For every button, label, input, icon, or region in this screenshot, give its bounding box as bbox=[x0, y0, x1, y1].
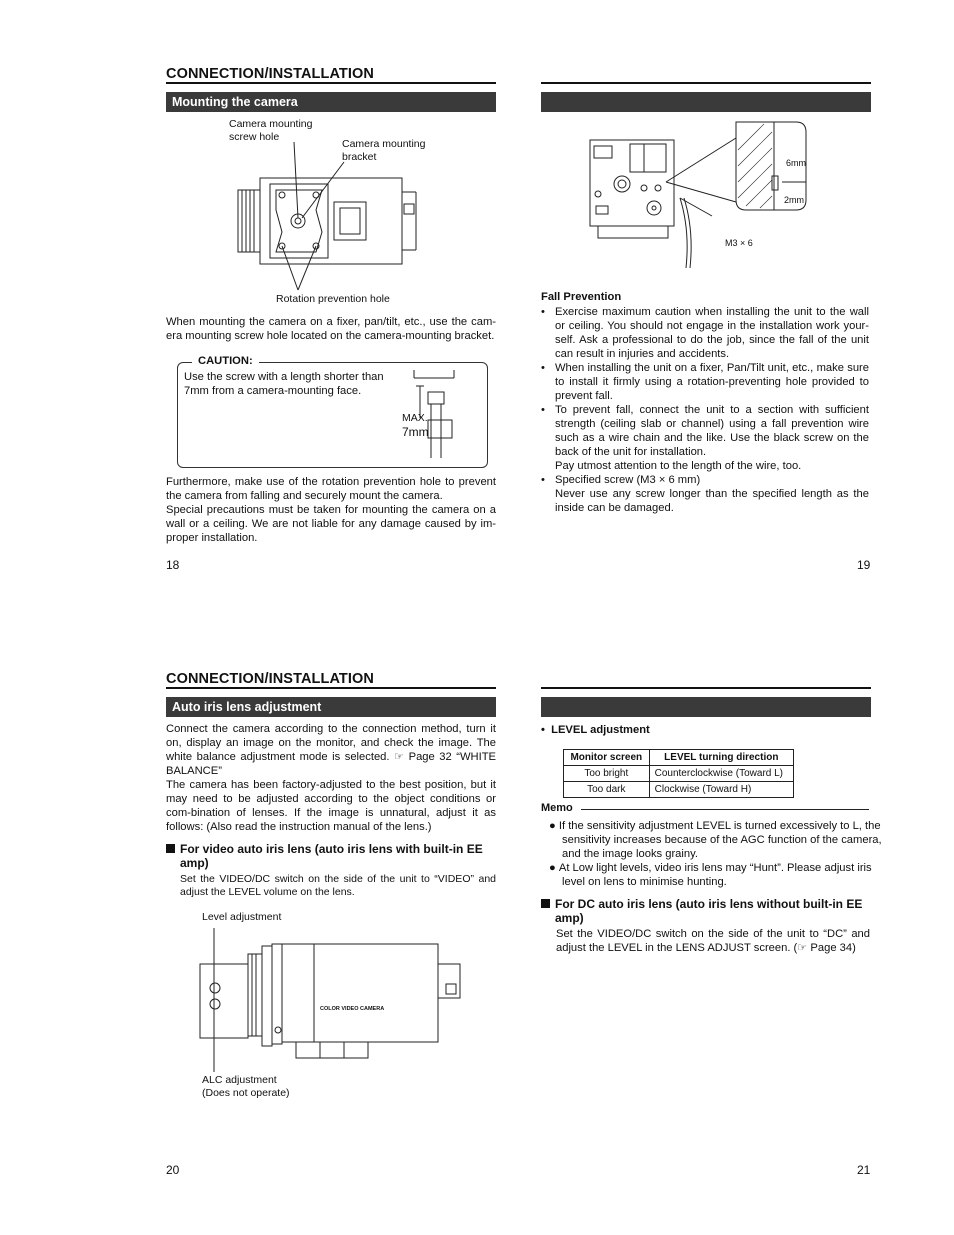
table-cell: Counterclockwise (Toward L) bbox=[649, 766, 793, 782]
table-header: LEVEL turning direction bbox=[649, 750, 793, 766]
header-rule bbox=[541, 687, 871, 689]
level-heading: • LEVEL adjustment bbox=[541, 724, 650, 736]
memo-rule bbox=[581, 809, 869, 810]
fall-item: • When installing the unit on a fixer, Pan/Tilt unit, etc., make sure to install it firmly using a rotation-preventing hole provided to prevent fall. bbox=[541, 361, 869, 403]
fig-label-rotation: Rotation prevention hole bbox=[276, 293, 390, 305]
caution-max: MAX. bbox=[402, 412, 428, 424]
memo-item: ● At Low light levels, video iris lens may “Hunt”. Please adjust iris level on lens to minimise hunting. bbox=[549, 862, 872, 888]
fall-item: • To prevent fall, connect the unit to a section with sufficient strength (ceiling slab or channel) using a fall prevention wire such as a wire chain and the like. Use the black screw on the back of the unit for installation. bbox=[541, 403, 869, 459]
table-cell: Too bright bbox=[564, 766, 650, 782]
memo-item: ● If the sensitivity adjustment LEVEL is turned excessively to L, the sensitivity increases because of the AGC function of the camera, and the image looks grainy. bbox=[549, 820, 882, 860]
further-text: Furthermore, make use of the rotation prevention hole to prevent the camera from falling and securely mount the camera. bbox=[166, 476, 496, 502]
table-cell: Clockwise (Toward H) bbox=[649, 782, 793, 798]
camera-bracket-illustration bbox=[236, 140, 436, 300]
fall-item-extra: Never use any screw longer than the specified length as the inside can be damaged. bbox=[555, 488, 869, 514]
subsection-bar-empty bbox=[541, 697, 871, 717]
caution-title: CAUTION: bbox=[192, 355, 259, 367]
memo-title: Memo bbox=[541, 802, 573, 814]
mounting-text: When mounting the camera on a fixer, pan/tilt, etc., use the cam-era mounting screw hole located on the camera-mounting bracket. bbox=[166, 316, 496, 342]
table-header: Monitor screen bbox=[564, 750, 650, 766]
fig-label-2mm: 2mm bbox=[784, 195, 804, 205]
fall-item: • Specified screw (M3 × 6 mm) bbox=[541, 473, 869, 487]
page-number: 19 bbox=[857, 558, 871, 572]
square-bullet-icon bbox=[541, 899, 550, 908]
page-number: 20 bbox=[166, 1163, 180, 1177]
level-table bbox=[563, 749, 794, 798]
intro-text-2: The camera has been factory-adjusted to the best position, but it may need to be adjusted according to the object conditions or com-bination of lenses. If the image is unnatural, adjust it as follows: (Also read the instruction manual of the lens.) bbox=[166, 779, 496, 833]
fig-label-level: Level adjustment bbox=[202, 911, 282, 923]
fig-label-screw-hole: Camera mounting screw hole bbox=[229, 118, 313, 143]
section-header: CONNECTION/INSTALLATION bbox=[166, 66, 374, 82]
fall-list bbox=[541, 305, 869, 459]
fig-label-bracket: Camera mounting bracket bbox=[342, 138, 426, 163]
header-rule bbox=[166, 687, 496, 689]
square-bullet-icon bbox=[166, 844, 175, 853]
dc-text: Set the VIDEO/DC switch on the side of the unit to “DC” and adjust the LEVEL in the LENS ADJUST screen. (☞ Page 34) bbox=[556, 928, 870, 954]
screw-length-illustration bbox=[412, 368, 462, 460]
fall-item-extra: Pay utmost attention to the length of the wire, too. bbox=[555, 460, 802, 472]
fall-item: • Exercise maximum caution when installing the unit to the wall or ceiling. You should not engage in the installation work your-self. Ask a professional to do the job, since the fall of the unit can result in injuries and accidents. bbox=[541, 305, 869, 361]
fall-title: Fall Prevention bbox=[541, 291, 622, 303]
subsection-bar-empty bbox=[541, 92, 871, 112]
fig-label-m3: M3 × 6 bbox=[725, 238, 753, 248]
fall-list-2 bbox=[541, 473, 869, 487]
header-rule bbox=[166, 82, 496, 84]
fig-label-6mm: 6mm bbox=[786, 158, 806, 168]
page-number: 21 bbox=[857, 1163, 871, 1177]
caution-7mm: 7mm bbox=[402, 425, 429, 439]
special-text: Special precautions must be taken for mounting the camera on a wall or a ceiling. We are not liable for any damage caused by im-proper installation. bbox=[166, 504, 496, 544]
camera-label: COLOR VIDEO CAMERA bbox=[320, 1006, 385, 1012]
fig-label-alc: ALC adjustment (Does not operate) bbox=[202, 1074, 290, 1099]
subsection-bar: Auto iris lens adjustment bbox=[166, 697, 496, 717]
camera-side-illustration bbox=[196, 926, 468, 1072]
video-text: Set the VIDEO/DC switch on the side of the unit to “VIDEO” and adjust the LEVEL volume on the lens. bbox=[180, 873, 496, 898]
page-number: 18 bbox=[166, 558, 180, 572]
intro-text: Connect the camera according to the connection method, turn it on, display an image on the monitor, and check the image. The white balance adjustment mode is selected. ☞ Page 32 “WHITE BALANCE” bbox=[166, 723, 496, 777]
video-heading: For video auto iris lens (auto iris lens with built-in EE amp) bbox=[166, 842, 510, 870]
section-header: CONNECTION/INSTALLATION bbox=[166, 671, 374, 687]
subsection-bar: Mounting the camera bbox=[166, 92, 496, 112]
table-cell: Too dark bbox=[564, 782, 650, 798]
caution-text: Use the screw with a length shorter than 7mm from a camera-mounting face. bbox=[184, 371, 384, 397]
header-rule bbox=[541, 82, 871, 84]
table-row bbox=[564, 782, 794, 798]
dc-heading: For DC auto iris lens (auto iris lens without built-in EE amp) bbox=[541, 897, 885, 925]
table-row bbox=[564, 766, 794, 782]
